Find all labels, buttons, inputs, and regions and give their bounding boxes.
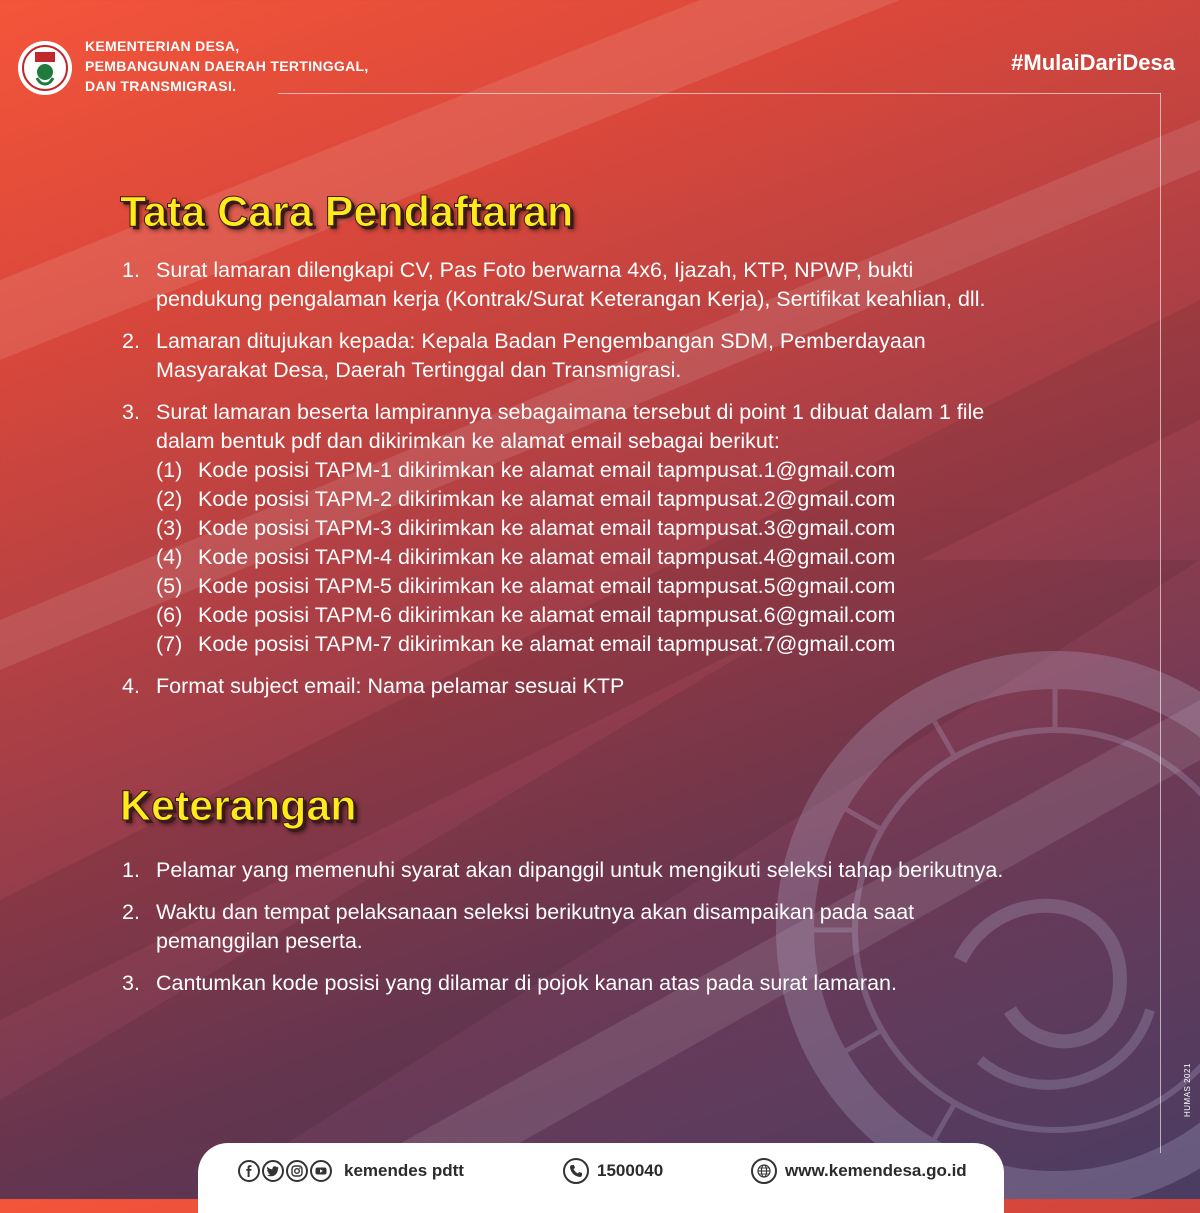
website-link[interactable]: www.kemendesa.go.id (785, 1161, 967, 1180)
ministry-line: PEMBANGUNAN DAERAH TERTINGGAL, (85, 58, 369, 74)
subitem-number: (3) (156, 516, 183, 540)
item-line: Surat lamaran dilengkapi CV, Pas Foto berwarna 4x6, Ijazah, KTP, NPWP, bukti (156, 258, 914, 282)
phone-group (563, 1143, 663, 1199)
notes-list (122, 856, 1132, 1011)
item-line: Cantumkan kode posisi yang dilamar di pojok kanan atas pada surat lamaran. (156, 971, 897, 995)
list-item (122, 398, 1132, 659)
social-group (238, 1143, 464, 1199)
email-subitem (156, 572, 1132, 601)
item-line: Masyarakat Desa, Daerah Tertinggal dan Transmigrasi. (156, 358, 682, 382)
item-number: 3. (122, 971, 140, 995)
list-item (122, 898, 1132, 956)
ministry-line: DAN TRANSMIGRASI. (85, 78, 237, 94)
item-number: 1. (122, 258, 140, 282)
item-line: Surat lamaran beserta lampirannya sebagaimana tersebut di point 1 dibuat dalam 1 file (156, 400, 985, 424)
subitem-text: Kode posisi TAPM-2 dikirimkan ke alamat email tapmpusat.2@gmail.com (198, 487, 896, 511)
facebook-icon[interactable] (238, 1160, 260, 1182)
frame-line (1160, 93, 1161, 1153)
ministry-line: KEMENTERIAN DESA, (85, 38, 240, 54)
email-subitem (156, 543, 1132, 572)
section-title-notes: Keterangan (120, 782, 357, 830)
subitem-text: Kode posisi TAPM-5 dikirimkan ke alamat email tapmpusat.5@gmail.com (198, 574, 896, 598)
email-subitem (156, 485, 1132, 514)
subitem-number: (6) (156, 603, 183, 627)
item-line: Lamaran ditujukan kepada: Kepala Badan Pengembangan SDM, Pemberdayaan (156, 329, 926, 353)
list-item (122, 969, 1132, 998)
email-subitem (156, 514, 1132, 543)
subitem-text: Kode posisi TAPM-1 dikirimkan ke alamat email tapmpusat.1@gmail.com (198, 458, 896, 482)
item-number: 1. (122, 858, 140, 882)
subitem-text: Kode posisi TAPM-7 dikirimkan ke alamat email tapmpusat.7@gmail.com (198, 632, 896, 656)
website-group (751, 1143, 967, 1199)
section-title-registration: Tata Cara Pendaftaran (120, 188, 574, 236)
ministry-name (85, 36, 369, 96)
email-subitem (156, 456, 1132, 485)
social-handle: kemendes pdtt (344, 1161, 464, 1180)
item-line: pendukung pengalaman kerja (Kontrak/Surat Keterangan Kerja), Sertifikat keahlian, dll. (156, 287, 986, 311)
hashtag: #MulaiDariDesa (1011, 50, 1175, 75)
list-item (122, 856, 1132, 885)
instagram-icon[interactable] (286, 1160, 308, 1182)
subitem-text: Kode posisi TAPM-4 dikirimkan ke alamat email tapmpusat.4@gmail.com (198, 545, 896, 569)
phone-icon[interactable] (563, 1158, 589, 1184)
item-line: pemanggilan peserta. (156, 929, 363, 953)
twitter-icon[interactable] (262, 1160, 284, 1182)
item-number: 4. (122, 674, 140, 698)
side-note: HUMAS 2021 (1183, 1063, 1192, 1117)
registration-list (122, 256, 1132, 714)
item-line: Format subject email: Nama pelamar sesuai KTP (156, 674, 625, 698)
frame-line (278, 93, 1161, 94)
item-number: 3. (122, 400, 140, 424)
youtube-icon[interactable] (310, 1160, 332, 1182)
subitem-text: Kode posisi TAPM-6 dikirimkan ke alamat email tapmpusat.6@gmail.com (198, 603, 896, 627)
footer-bar (198, 1143, 1004, 1213)
subitem-number: (5) (156, 574, 183, 598)
list-item (122, 327, 1132, 385)
item-line: Pelamar yang memenuhi syarat akan dipanggil untuk mengikuti seleksi tahap berikutnya. (156, 858, 1004, 882)
subitem-text: Kode posisi TAPM-3 dikirimkan ke alamat email tapmpusat.3@gmail.com (198, 516, 896, 540)
subitem-number: (7) (156, 632, 183, 656)
list-item (122, 672, 1132, 701)
item-number: 2. (122, 329, 140, 353)
subitem-number: (1) (156, 458, 183, 482)
kemendesa-logo-icon (17, 40, 73, 96)
subitem-number: (2) (156, 487, 183, 511)
globe-icon[interactable] (751, 1158, 777, 1184)
subitem-number: (4) (156, 545, 183, 569)
phone-number[interactable]: 1500040 (597, 1161, 664, 1180)
item-number: 2. (122, 900, 140, 924)
email-subitem (156, 601, 1132, 630)
email-subitem (156, 630, 1132, 659)
item-line: Waktu dan tempat pelaksanaan seleksi berikutnya akan disampaikan pada saat (156, 900, 915, 924)
list-item (122, 256, 1132, 314)
item-line: dalam bentuk pdf dan dikirimkan ke alamat email sebagai berikut: (156, 429, 780, 453)
